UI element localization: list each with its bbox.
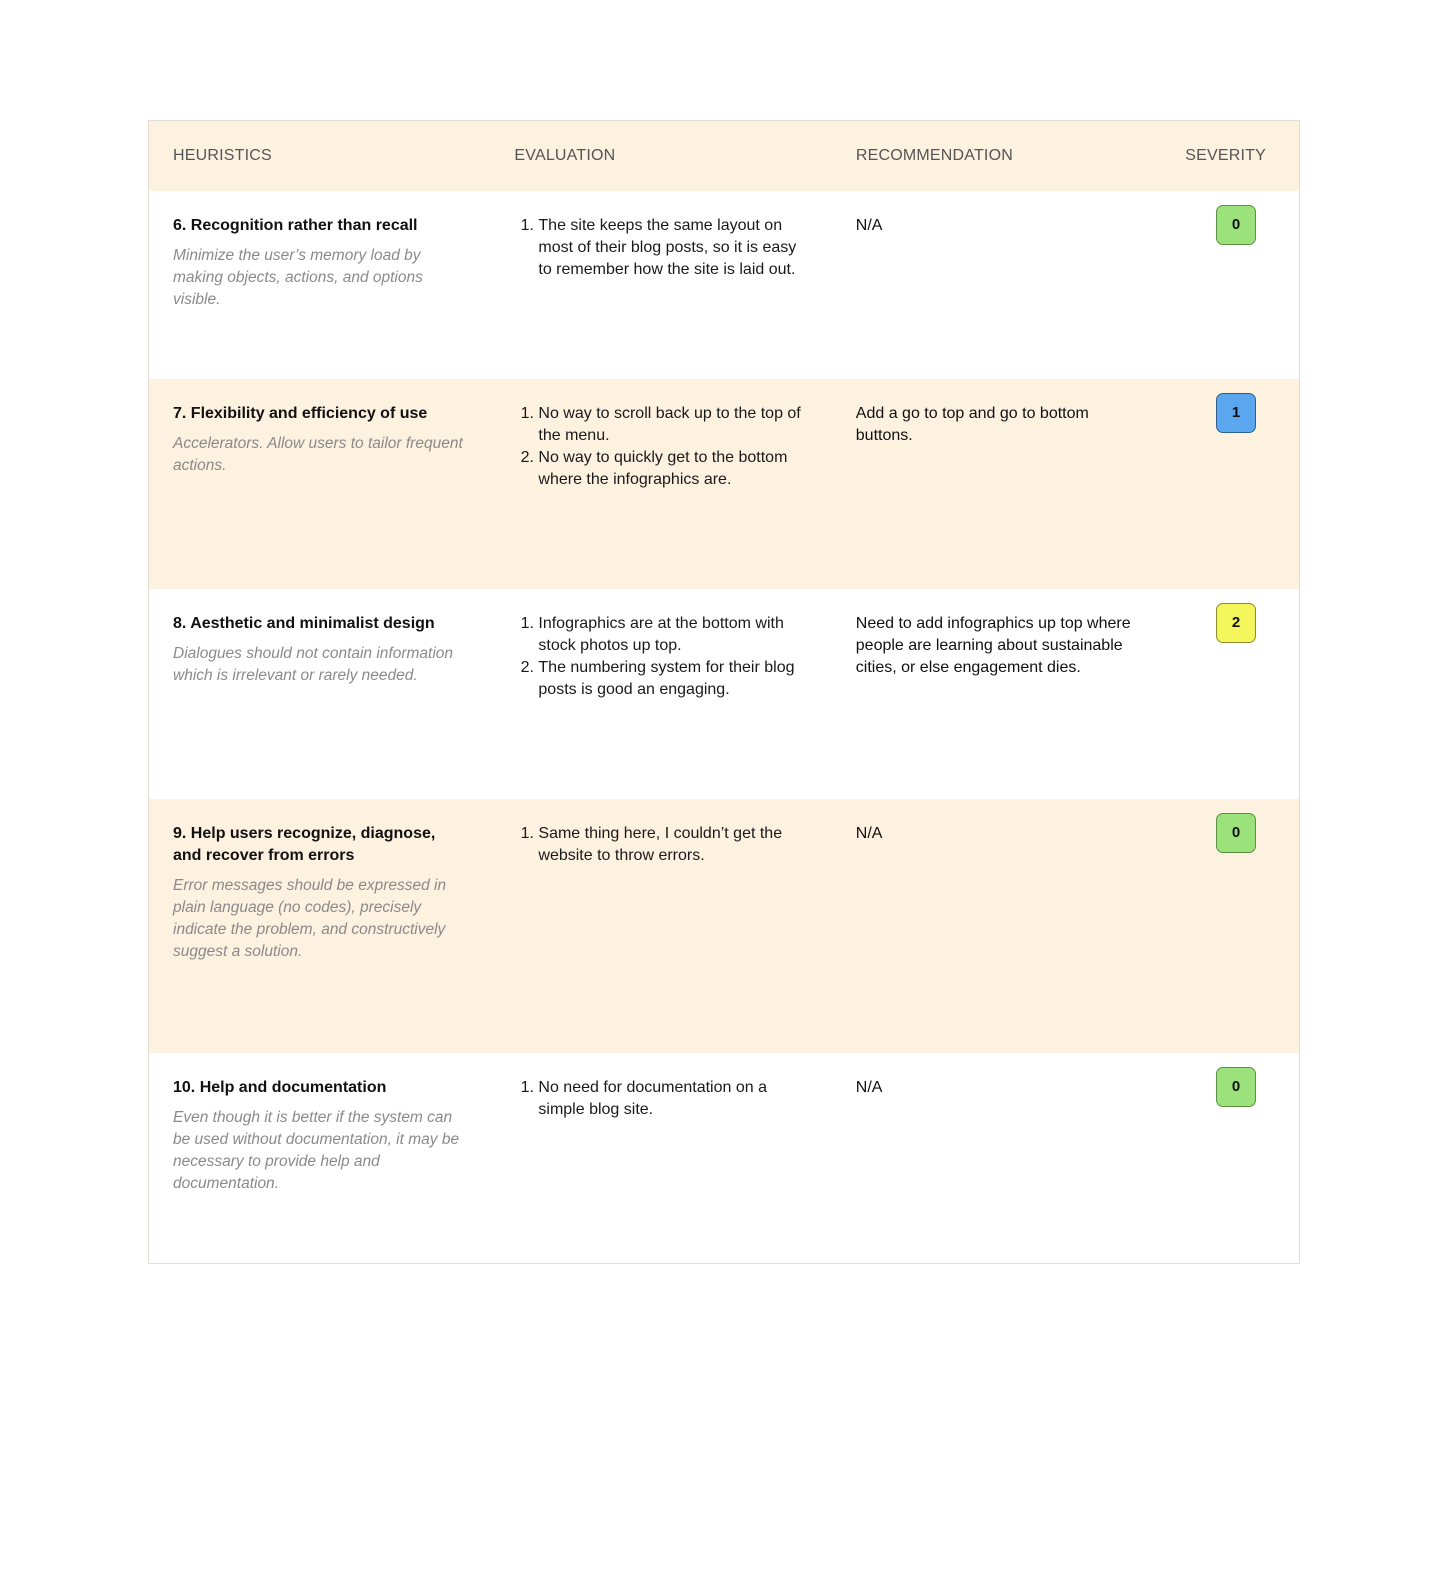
evaluation-item: 2. No way to quickly get to the bottom where the infographics are. — [538, 447, 807, 491]
severity-badge: 1 — [1216, 393, 1256, 433]
heuristic-description: Dialogues should not contain information which is irrelevant or rarely needed. — [173, 645, 454, 684]
recommendation-cell: N/A — [855, 1079, 883, 1096]
evaluation-list — [514, 403, 807, 491]
severity-cell — [1173, 191, 1299, 379]
heuristic-cell — [149, 379, 490, 589]
evaluation-list — [514, 1077, 807, 1121]
severity-cell — [1173, 799, 1299, 1053]
table-row — [149, 191, 1299, 379]
heuristic-title: 8. Aesthetic and minimalist design — [173, 615, 435, 632]
header-recommendation: RECOMMENDATION — [855, 147, 1013, 164]
evaluation-list — [514, 613, 807, 701]
evaluation-item: 2. The numbering system for their blog posts is good an engaging. — [538, 657, 807, 701]
heuristic-evaluation-table — [148, 120, 1300, 1264]
heuristic-title: 6. Recognition rather than recall — [173, 217, 418, 234]
evaluation-item: 1. Infographics are at the bottom with stock photos up top. — [538, 613, 807, 657]
heuristic-title: 9. Help users recognize, diagnose, and recover from errors — [173, 825, 436, 864]
heuristic-cell — [149, 799, 490, 1053]
table-row — [149, 379, 1299, 589]
recommendation-cell: N/A — [855, 217, 883, 234]
recommendation-cell: Add a go to top and go to bottom buttons. — [855, 405, 1089, 444]
table-row — [149, 799, 1299, 1053]
heuristic-cell — [149, 589, 490, 799]
table-header-row — [149, 121, 1299, 191]
evaluation-item: 1. Same thing here, I couldn’t get the website to throw errors. — [538, 823, 807, 867]
severity-cell — [1173, 589, 1299, 799]
evaluation-cell — [490, 1053, 831, 1263]
heuristic-description: Minimize the user’s memory load by making objects, actions, and options visible. — [173, 247, 423, 308]
heuristic-cell — [149, 1053, 490, 1263]
evaluation-item: 1. The site keeps the same layout on most of their blog posts, so it is easy to remember how the site is laid out. — [538, 215, 807, 281]
severity-badge: 2 — [1216, 603, 1256, 643]
evaluation-cell — [490, 589, 831, 799]
severity-cell — [1173, 379, 1299, 589]
evaluation-item: 1. No need for documentation on a simple blog site. — [538, 1077, 807, 1121]
severity-cell — [1173, 1053, 1299, 1263]
evaluation-list — [514, 215, 807, 281]
heuristic-title: 7. Flexibility and efficiency of use — [173, 405, 428, 422]
severity-badge: 0 — [1216, 205, 1256, 245]
header-severity: SEVERITY — [1185, 147, 1266, 164]
heuristic-description: Error messages should be expressed in plain language (no codes), precisely indicate the problem, and constructively suggest a solution. — [173, 877, 447, 960]
evaluation-list — [514, 823, 807, 867]
recommendation-cell: Need to add infographics up top where people are learning about sustainable cities, or else engagement dies. — [855, 615, 1131, 676]
heuristic-description: Accelerators. Allow users to tailor frequent actions. — [173, 435, 463, 474]
heuristic-cell — [149, 191, 490, 379]
evaluation-cell — [490, 191, 831, 379]
severity-badge: 0 — [1216, 813, 1256, 853]
table-row — [149, 1053, 1299, 1263]
severity-badge: 0 — [1216, 1067, 1256, 1107]
recommendation-cell: N/A — [855, 825, 883, 842]
table-row — [149, 589, 1299, 799]
heuristic-title: 10. Help and documentation — [173, 1079, 387, 1096]
heuristic-description: Even though it is better if the system can be used without documentation, it may be necessary to provide help and documentation. — [173, 1109, 460, 1192]
header-evaluation: EVALUATION — [514, 147, 616, 164]
header-heuristics: HEURISTICS — [173, 147, 272, 164]
evaluation-cell — [490, 379, 831, 589]
evaluation-cell — [490, 799, 831, 1053]
evaluation-item: 1. No way to scroll back up to the top of the menu. — [538, 403, 807, 447]
